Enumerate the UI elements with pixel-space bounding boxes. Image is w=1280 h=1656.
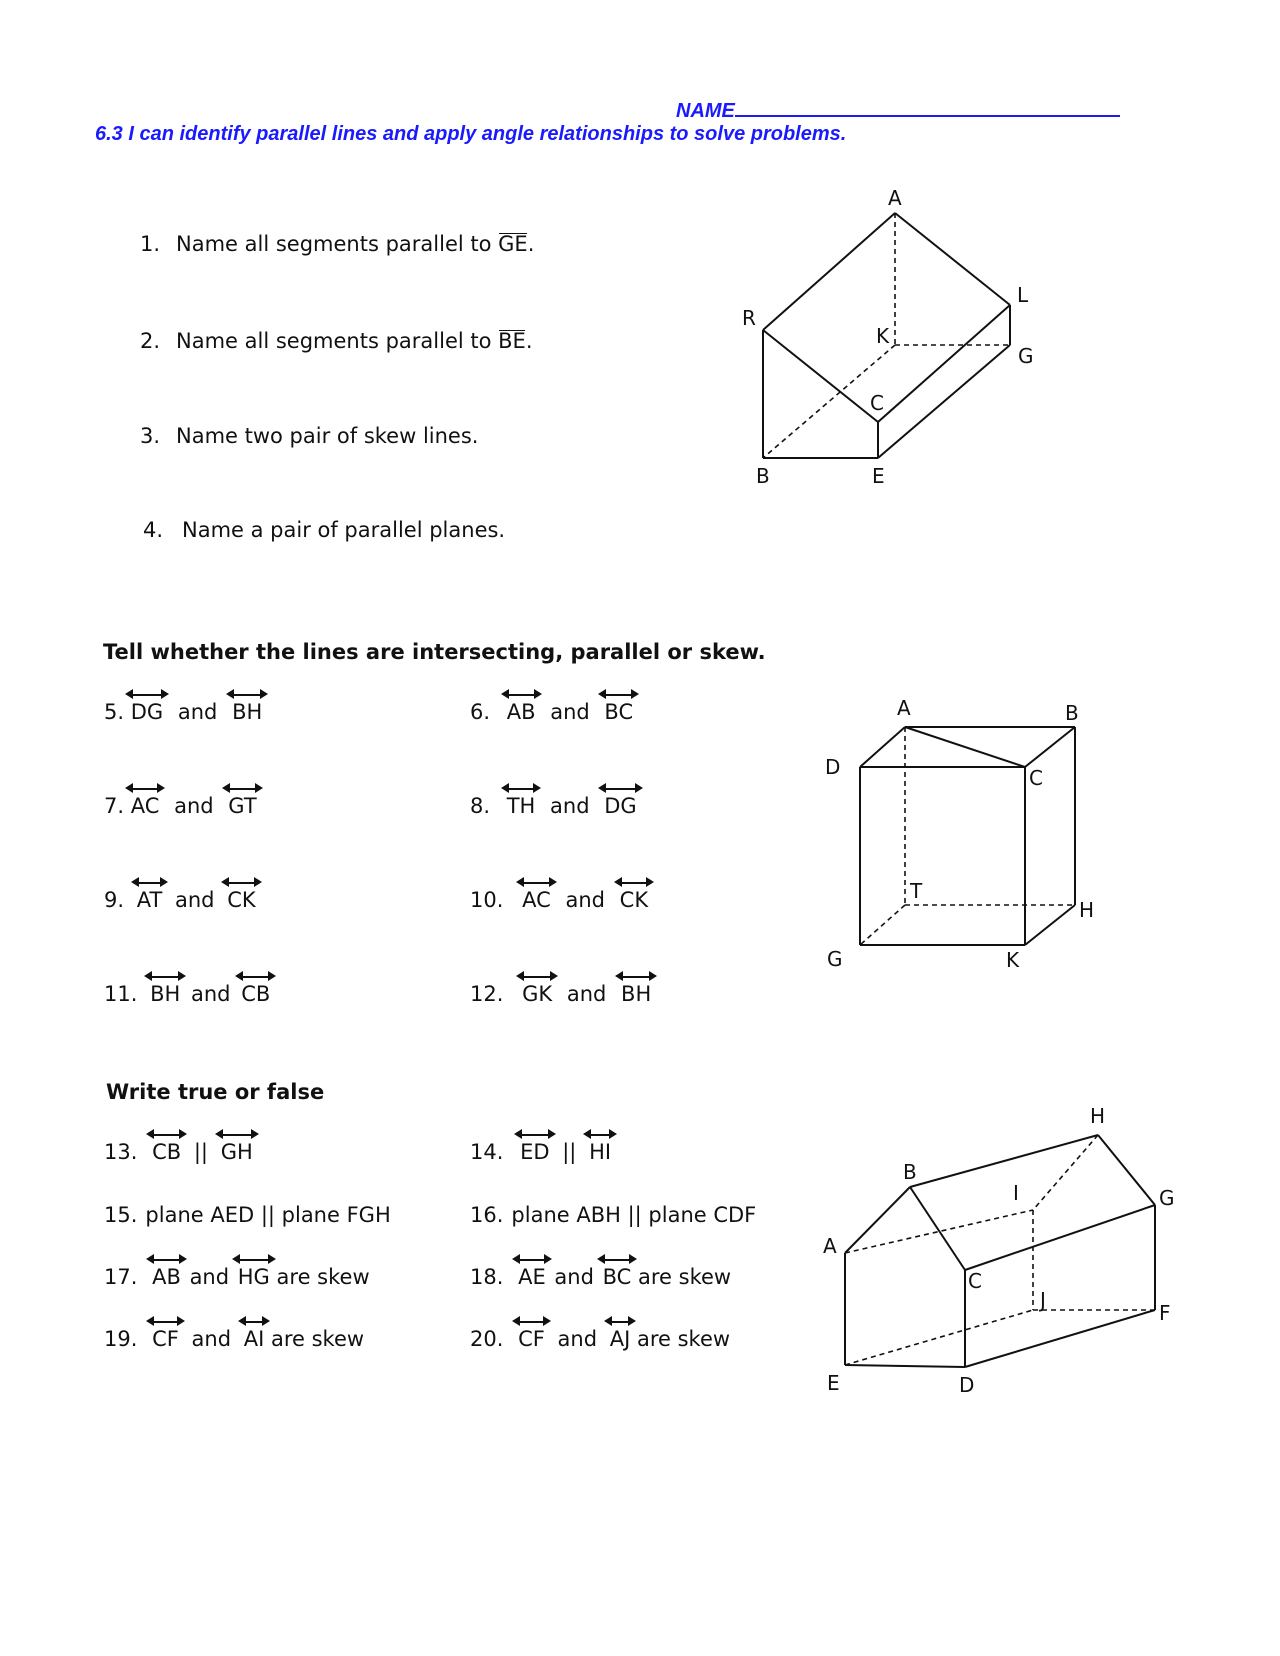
label-f: F <box>1159 1301 1171 1325</box>
item-10: 10. AC and CK <box>470 888 648 912</box>
question-4: 4. Name a pair of parallel planes. <box>143 518 506 542</box>
label-a: A <box>897 696 911 720</box>
section-heading-true-false: Write true or false <box>106 1080 325 1104</box>
label-e: E <box>827 1371 840 1395</box>
item-7: 7. AC and GT <box>104 794 257 818</box>
label-c: C <box>1029 766 1043 790</box>
label-b: B <box>1065 701 1079 725</box>
label-t: T <box>910 879 923 903</box>
label-g: G <box>1018 344 1034 368</box>
house-prism-figure <box>815 1095 1195 1410</box>
label-l: L <box>1017 283 1029 307</box>
label-i: I <box>1013 1181 1019 1205</box>
item-14: 14. ED || HI <box>470 1140 611 1164</box>
label-d: D <box>959 1373 975 1397</box>
segment-ge: GE <box>498 232 528 256</box>
label-b: B <box>756 464 770 488</box>
label-d: D <box>825 755 841 779</box>
item-6: 6. AB and BC <box>470 700 633 724</box>
item-9: 9. AT and CK <box>104 888 256 912</box>
label-a: A <box>823 1234 837 1258</box>
question-1: 1. Name all segments parallel to GE. <box>140 232 535 256</box>
prism-figure <box>720 185 1050 490</box>
item-16: 16. plane ABH || plane CDF <box>470 1203 757 1227</box>
item-19: 19. CF and AI are skew <box>104 1327 364 1351</box>
item-5: 5. DG and BH <box>104 700 262 724</box>
label-g: G <box>827 947 843 971</box>
name-field[interactable] <box>676 96 1120 123</box>
question-2: 2. Name all segments parallel to BE. <box>140 329 533 353</box>
item-12: 12. GK and BH <box>470 982 651 1006</box>
label-b: B <box>903 1160 917 1184</box>
label-j: J <box>1040 1288 1046 1312</box>
item-11: 11. BH and CB <box>104 982 270 1006</box>
label-a: A <box>888 186 902 210</box>
section-heading-intersecting: Tell whether the lines are intersecting, parallel or skew. <box>103 640 766 664</box>
item-17: 17. AB and HG are skew <box>104 1265 370 1289</box>
item-18: 18. AE and BC are skew <box>470 1265 731 1289</box>
label-c: C <box>870 391 884 415</box>
name-label: NAME <box>676 100 735 122</box>
item-20: 20. CF and AJ are skew <box>470 1327 730 1351</box>
segment-be: BE <box>498 329 526 353</box>
label-h: H <box>1090 1104 1106 1128</box>
objective: 6.3 I can identify parallel lines and apply angle relationships to solve problems. <box>95 123 847 145</box>
label-c: C <box>968 1269 982 1293</box>
name-blank <box>735 96 1120 117</box>
label-k: K <box>876 324 890 348</box>
label-g: G <box>1159 1186 1175 1210</box>
item-13: 13. CB || GH <box>104 1140 253 1164</box>
label-k: K <box>1006 948 1020 972</box>
label-h: H <box>1079 898 1095 922</box>
triangular-prism-figure <box>815 695 1100 980</box>
label-r: R <box>742 306 756 330</box>
item-15: 15. plane AED || plane FGH <box>104 1203 391 1227</box>
question-3: 3. Name two pair of skew lines. <box>140 424 479 448</box>
label-e: E <box>872 464 885 488</box>
item-8: 8. TH and DG <box>470 794 637 818</box>
